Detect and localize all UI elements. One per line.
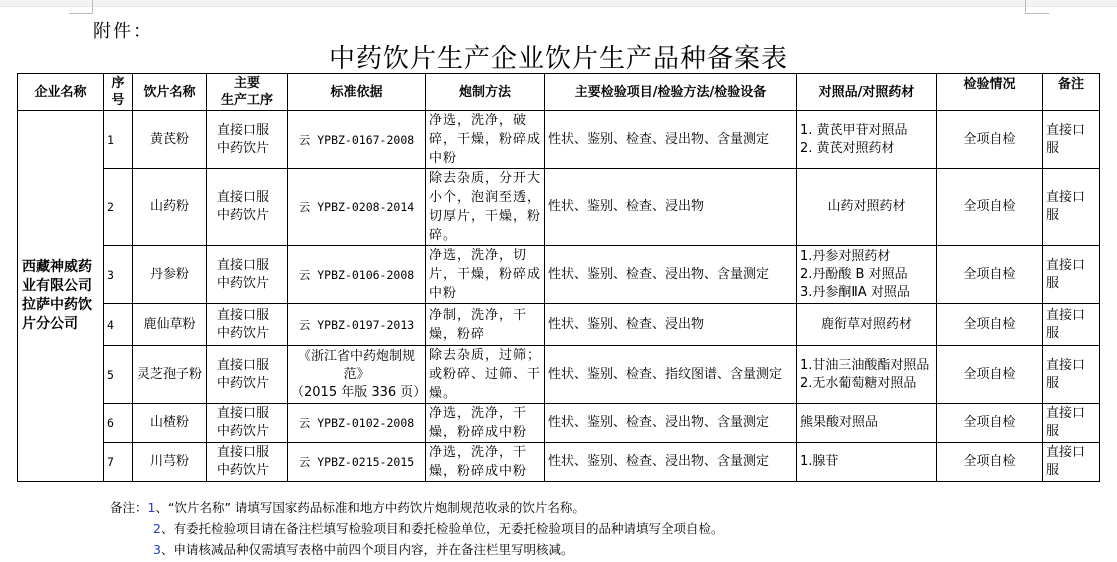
inspection-cell: 全项自检 (937, 169, 1043, 246)
seq-cell: 5 (104, 346, 133, 404)
header-process (207, 74, 288, 111)
note-text: 、有委托检验项目请在备注栏填写检验项目和委托检验单位，无委托检验项目的品种请填写全项自检。 (160, 521, 724, 536)
reference-line: 1. 黄芪甲苷对照品 (800, 122, 908, 138)
process-cell (207, 246, 288, 304)
reference-line: 山药对照药材 (827, 199, 906, 214)
company-name-cell: 西藏神威药业有限公司拉萨中药饮片分公司 (18, 111, 104, 482)
standard-cell (288, 169, 426, 246)
process-cell (207, 443, 288, 482)
header-method: 炮制方法 (426, 74, 545, 111)
seq-cell: 4 (104, 304, 133, 346)
header-remark: 备注 (1043, 74, 1100, 111)
standard-line: 云 YPBZ-0208-2014 (298, 200, 415, 214)
tests-cell: 性状、鉴别、检查、浸出物、含量测定 (545, 404, 797, 443)
inspection-cell: 全项自检 (937, 246, 1043, 304)
remark-cell: 直接口服 (1043, 246, 1100, 304)
standard-cell (288, 246, 426, 304)
inspection-cell: 全项自检 (937, 404, 1043, 443)
header-refs: 对照品/对照药材 (797, 74, 937, 111)
standard-line: （2015 年版 336 页） (291, 384, 427, 400)
method-cell: 净选，洗净，破碎，干燥，粉碎成中粉 (426, 111, 545, 169)
standard-line: 云 YPBZ-0167-2008 (298, 132, 415, 147)
process-line: 中药饮片 (217, 208, 270, 223)
standard-cell (288, 304, 426, 346)
reference-cell (797, 169, 937, 246)
table-row (18, 346, 1100, 404)
header-process-line: 生产工序 (220, 93, 273, 108)
document-title (0, 38, 1117, 75)
product-name-cell: 丹参粉 (133, 246, 207, 304)
tests-cell: 性状、鉴别、检查、浸出物 (545, 304, 797, 346)
product-name-cell: 灵芝孢子粉 (133, 346, 207, 404)
product-name-cell: 川芎粉 (133, 443, 207, 482)
attachment-label: 附件： (93, 21, 153, 42)
header-seq-line: 序 (111, 76, 125, 91)
note-text: 、“饮片名称” 请填写国家药品标准和地方中药饮片炮制规范收录的饮片名称。 (155, 500, 585, 515)
standard-cell (288, 346, 426, 404)
tests-cell: 性状、鉴别、检查、浸出物、含量测定 (545, 111, 797, 169)
process-cell (207, 111, 288, 169)
remark-cell: 直接口服 (1043, 169, 1100, 246)
method-cell: 除去杂质，过筛；或粉碎、过筛、干燥。 (426, 346, 545, 404)
method-cell: 净选，洗净，干燥，粉碎成中粉 (426, 443, 545, 482)
process-cell (207, 169, 288, 246)
process-cell (207, 404, 288, 443)
tests-cell: 性状、鉴别、检查、浸出物、含量测定 (545, 246, 797, 304)
note-item (110, 497, 723, 518)
table-row (18, 111, 1100, 169)
note-text: 、申请核减品种仅需填写表格中前四个项目内容，并在备注栏里写明核减。 (160, 542, 574, 557)
process-line: 中药饮片 (217, 424, 270, 439)
process-line: 中药饮片 (217, 375, 270, 391)
table-row (18, 246, 1100, 304)
standard-line: 云 YPBZ-0197-2013 (298, 317, 415, 332)
inspection-cell: 全项自检 (937, 304, 1043, 346)
reference-line: 2. 黄芪对照药材 (800, 140, 895, 156)
remark-cell: 直接口服 (1043, 304, 1100, 346)
standard-line: 《浙江省中药炮制规范》 (297, 348, 415, 382)
process-line: 中药饮片 (217, 140, 270, 156)
inspection-cell: 全项自检 (937, 346, 1043, 404)
standard-cell (288, 111, 426, 169)
product-name-cell: 鹿仙草粉 (133, 304, 207, 346)
process-line: 中药饮片 (217, 275, 270, 291)
product-name-cell: 山楂粉 (133, 404, 207, 443)
standard-line: 云 YPBZ-0215-2015 (298, 455, 415, 469)
header-seq (104, 74, 133, 111)
reference-line: 2.丹酚酸 B 对照品 (800, 266, 908, 282)
header-name: 饮片名称 (133, 74, 207, 111)
header-tests: 主要检验项目/检验方法/检验设备 (545, 74, 797, 111)
reference-line: 1.丹参对照药材 (800, 248, 891, 264)
margin-corner-mark (69, 0, 93, 14)
process-line: 直接口服 (217, 122, 270, 138)
document-title-text: 中药饮片生产企业饮片生产品种备案表 (328, 44, 788, 74)
process-line: 直接口服 (217, 190, 270, 205)
method-cell: 除去杂质，分开大小个，泡润至透，切厚片，干燥，粉碎。 (426, 169, 545, 246)
product-name-cell: 黄芪粉 (133, 111, 207, 169)
reference-cell (797, 443, 937, 482)
note-item (110, 539, 723, 560)
header-standard: 标准依据 (288, 74, 426, 111)
process-line: 直接口服 (217, 257, 270, 273)
remark-cell: 直接口服 (1043, 404, 1100, 443)
method-cell: 净选，洗净，干燥，粉碎成中粉 (426, 404, 545, 443)
process-line: 直接口服 (217, 357, 270, 373)
standard-line: 云 YPBZ-0106-2008 (298, 267, 415, 282)
ruler-bar (0, 0, 1117, 7)
standard-line: 云 YPBZ-0102-2008 (298, 416, 415, 430)
tests-cell: 性状、鉴别、检查、浸出物 (545, 169, 797, 246)
reference-line: 1.腺苷 (800, 454, 839, 469)
process-cell (207, 346, 288, 404)
reference-line: 3.丹参酮ⅡA 对照品 (800, 284, 910, 300)
reference-cell (797, 304, 937, 346)
process-line: 直接口服 (217, 307, 270, 323)
reference-line: 熊果酸对照品 (800, 415, 879, 430)
process-line: 中药饮片 (217, 325, 270, 341)
seq-cell: 2 (104, 169, 133, 246)
note-number: 2 (153, 521, 161, 536)
table-row (18, 169, 1100, 246)
note-item (110, 518, 723, 539)
process-line: 中药饮片 (217, 463, 270, 478)
reference-line: 1.甘油三油酸酯对照品 (800, 357, 930, 373)
reference-cell (797, 111, 937, 169)
tests-cell: 性状、鉴别、检查、指纹图谱、含量测定 (545, 346, 797, 404)
reference-line: 2.无水葡萄糖对照品 (800, 375, 917, 391)
remark-cell: 直接口服 (1043, 111, 1100, 169)
reference-cell (797, 346, 937, 404)
seq-cell: 3 (104, 246, 133, 304)
standard-cell (288, 404, 426, 443)
method-cell: 净制，洗净，干燥，粉碎 (426, 304, 545, 346)
header-company: 企业名称 (18, 74, 104, 111)
table-row (18, 443, 1100, 482)
header-process-line: 主要 (233, 76, 260, 91)
table-row (18, 304, 1100, 346)
standard-cell (288, 443, 426, 482)
seq-cell: 1 (104, 111, 133, 169)
filing-table (17, 73, 1100, 482)
inspection-cell: 全项自检 (937, 443, 1043, 482)
header-row (18, 74, 1100, 111)
method-cell: 净选，洗净，切片，干燥，粉碎成中粉 (426, 246, 545, 304)
seq-cell: 6 (104, 404, 133, 443)
remark-cell: 直接口服 (1043, 443, 1100, 482)
table-row (18, 404, 1100, 443)
tests-cell: 性状、鉴别、检查、浸出物、含量测定 (545, 443, 797, 482)
process-line: 直接口服 (217, 445, 270, 460)
seq-cell: 7 (104, 443, 133, 482)
header-inspection: 检验情况 (937, 74, 1043, 111)
reference-cell (797, 404, 937, 443)
note-number: 3 (153, 542, 161, 557)
inspection-cell: 全项自检 (937, 111, 1043, 169)
product-name-cell: 山药粉 (133, 169, 207, 246)
note-number: 1 (147, 500, 156, 515)
margin-corner-mark (1025, 0, 1049, 14)
remark-cell: 直接口服 (1043, 346, 1100, 404)
reference-cell (797, 246, 937, 304)
header-seq-line: 号 (111, 93, 125, 108)
notes (110, 497, 723, 560)
process-line: 直接口服 (217, 406, 270, 421)
reference-line: 鹿衔草对照药材 (820, 316, 912, 332)
process-cell (207, 304, 288, 346)
notes-label: 备注： (110, 500, 148, 515)
